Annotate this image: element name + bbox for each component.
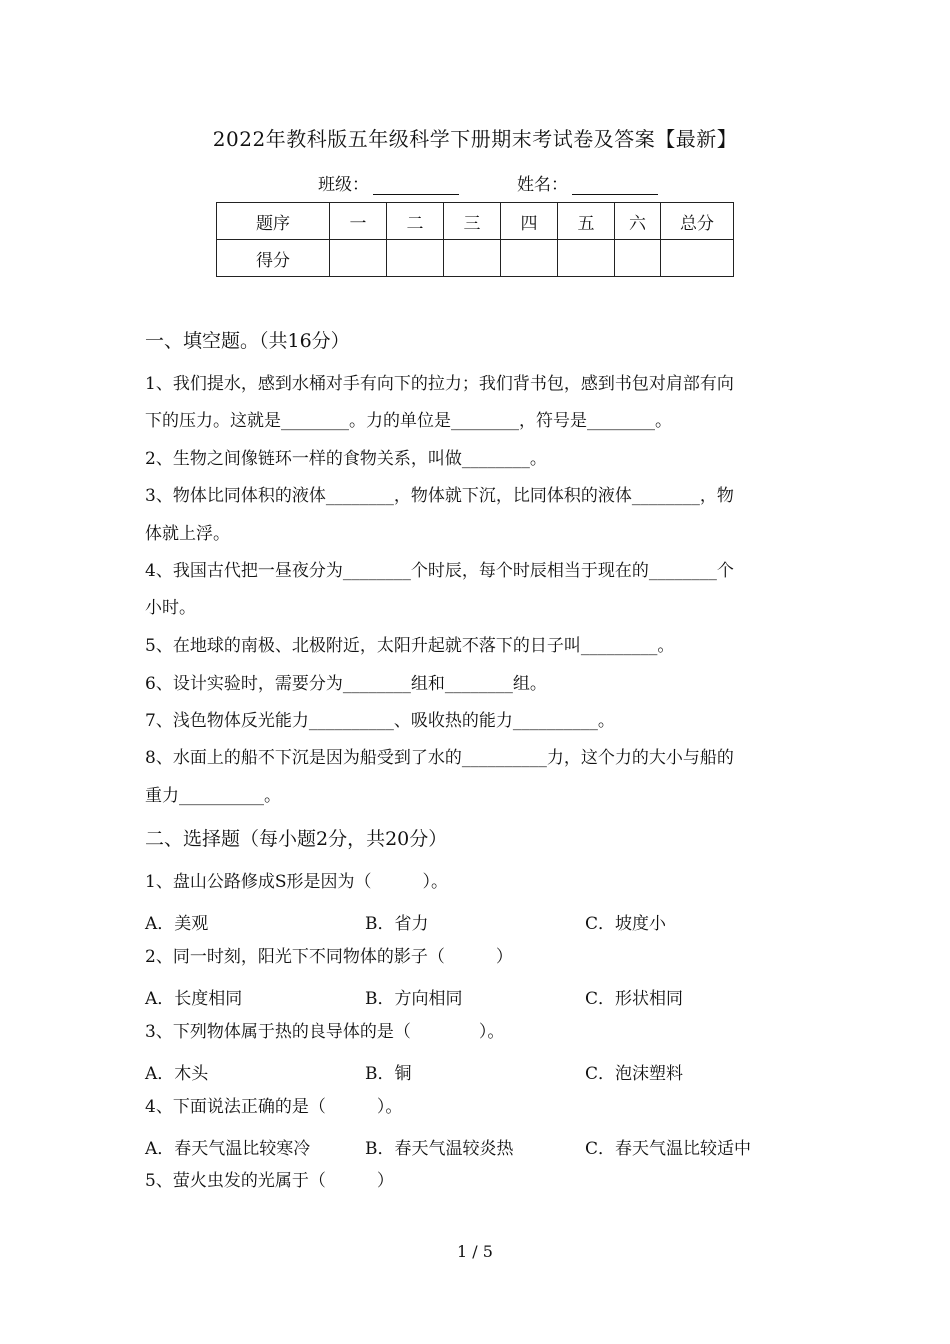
score-cell[interactable] xyxy=(330,240,387,277)
header-cell: 总分 xyxy=(661,203,734,240)
option-c[interactable]: C．泡沫塑料 xyxy=(585,1064,684,1084)
score-cell[interactable] xyxy=(501,240,558,277)
question-line: 7、浅色物体反光能力__________、吸收热的能力__________。 xyxy=(145,711,615,731)
option-b[interactable]: B．春天气温较炎热 xyxy=(365,1139,514,1159)
score-table-header-row xyxy=(217,203,734,240)
score-cell[interactable] xyxy=(615,240,661,277)
header-cell: 四 xyxy=(501,203,558,240)
choice-question: 5、萤火虫发的光属于（ ） xyxy=(145,1171,394,1191)
name-label: 姓名： xyxy=(517,175,568,195)
header-cell: 五 xyxy=(558,203,615,240)
question-line: 4、我国古代把一昼夜分为________个时辰，每个时辰相当于现在的________个 xyxy=(145,561,734,581)
choice-question: 3、下列物体属于热的良导体的是（ ）。 xyxy=(145,1022,505,1042)
question-line: 重力__________。 xyxy=(145,786,281,806)
option-c[interactable]: C．形状相同 xyxy=(585,989,684,1009)
header-cell: 一 xyxy=(330,203,387,240)
exam-title: 2022年教科版五年级科学下册期末考试卷及答案【最新】 xyxy=(212,127,738,151)
section1-heading: 一、填空题。（共16分） xyxy=(145,330,350,352)
question-line: 体就上浮。 xyxy=(145,524,230,544)
score-table-score-row xyxy=(217,240,734,277)
question-line: 2、生物之间像链环一样的食物关系，叫做________。 xyxy=(145,449,547,469)
option-a[interactable]: A．木头 xyxy=(145,1064,209,1084)
question-line: 小时。 xyxy=(145,598,196,618)
option-c[interactable]: C．春天气温比较适中 xyxy=(585,1139,752,1159)
question-line: 6、设计实验时，需要分为________组和________组。 xyxy=(145,674,547,694)
score-cell[interactable] xyxy=(387,240,444,277)
option-a[interactable]: A．美观 xyxy=(145,914,209,934)
question-line: 下的压力。这就是________。力的单位是________，符号是________。 xyxy=(145,411,672,431)
score-row-label: 得分 xyxy=(217,240,330,277)
question-line: 5、在地球的南极、北极附近，太阳升起就不落下的日子叫_________。 xyxy=(145,636,675,656)
header-cell: 题序 xyxy=(217,203,330,240)
student-info xyxy=(318,170,658,195)
choice-question: 1、盘山公路修成S形是因为（ ）。 xyxy=(145,872,448,892)
section2-heading: 二、选择题（每小题2分，共20分） xyxy=(145,828,448,850)
score-cell[interactable] xyxy=(444,240,501,277)
header-cell: 三 xyxy=(444,203,501,240)
question-line: 8、水面上的船不下沉是因为船受到了水的__________力，这个力的大小与船的 xyxy=(145,748,734,768)
question-line: 3、物体比同体积的液体________，物体就下沉，比同体积的液体________，物 xyxy=(145,486,734,506)
header-cell: 六 xyxy=(615,203,661,240)
score-cell[interactable] xyxy=(661,240,734,277)
score-table xyxy=(216,202,734,277)
name-blank[interactable] xyxy=(572,176,658,195)
choice-question: 4、下面说法正确的是（ ）。 xyxy=(145,1097,403,1117)
option-b[interactable]: B．省力 xyxy=(365,914,429,934)
option-c[interactable]: C．坡度小 xyxy=(585,914,667,934)
class-label: 班级： xyxy=(318,175,369,195)
option-a[interactable]: A．长度相同 xyxy=(145,989,243,1009)
option-b[interactable]: B．方向相同 xyxy=(365,989,463,1009)
class-blank[interactable] xyxy=(373,176,459,195)
score-cell[interactable] xyxy=(558,240,615,277)
option-b[interactable]: B．铜 xyxy=(365,1064,412,1084)
choice-question: 2、同一时刻，阳光下不同物体的影子（ ） xyxy=(145,947,513,967)
header-cell: 二 xyxy=(387,203,444,240)
question-line: 1、我们提水，感到水桶对手有向下的拉力；我们背书包，感到书包对肩部有向 xyxy=(145,374,734,394)
page-number: 1 / 5 xyxy=(457,1242,493,1261)
option-a[interactable]: A．春天气温比较寒冷 xyxy=(145,1139,311,1159)
